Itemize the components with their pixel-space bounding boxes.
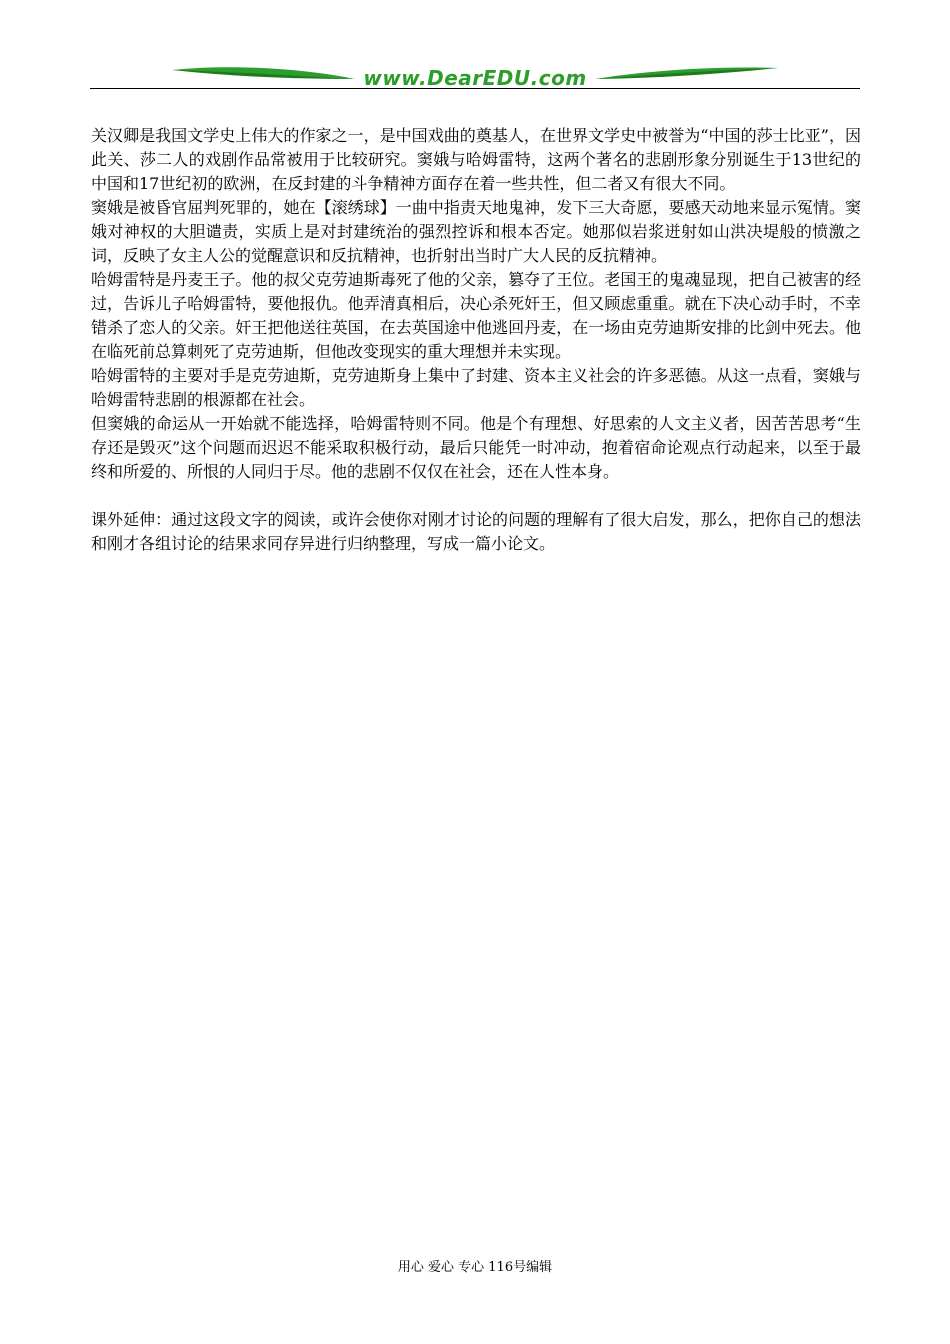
header-divider (90, 88, 860, 89)
paragraph-hamlet: 哈姆雷特是丹麦王子。他的叔父克劳迪斯毒死了他的父亲，篡夺了王位。老国王的鬼魂显现，把自己被害的经过，告诉儿子哈姆雷特，要他报仇。他弄清真相后，决心杀死奸王，但又顾虑重重。就在下决心动手时，不幸错杀了恋人的父亲。奸王把他送往英国，在去英国途中他逃回丹麦，在一场由克劳迪斯安排的比剑中死去。他在临死前总算刺死了克劳迪斯，但他改变现实的重大理想并未实现。 (91, 270, 861, 361)
paragraph-dou-e: 窦娥是被昏官屈判死罪的，她在【滚绣球】一曲中指责天地鬼神，发下三大奇愿，要感天动地来显示冤情。窦娥对神权的大胆谴责，实质上是对封建统治的强烈控诉和根本否定。她那似岩浆迸射如山洪决堤般的愤激之词，反映了女主人公的觉醒意识和反抗精神，也折射出当时广大人民的反抗精神。 (91, 198, 861, 265)
paragraph-opponent: 哈姆雷特的主要对手是克劳迪斯，克劳迪斯身上集中了封建、资本主义社会的许多恶德。从这一点看，窦娥与哈姆雷特悲剧的根源都在社会。 (91, 366, 861, 409)
site-logo-text: www.DearEDU.com (363, 66, 587, 90)
article-body (91, 124, 861, 556)
paragraph-extension: 课外延伸：通过这段文字的阅读，或许会使你对刚才讨论的问题的理解有了很大启发，那么，把你自己的想法和刚才各组讨论的结果求同存异进行归纳整理，写成一篇小论文。 (91, 510, 861, 553)
page-header (0, 0, 950, 110)
header-swoosh-decoration (0, 0, 950, 110)
page-footer: 用心 爱心 专心 116号编辑 (397, 1260, 553, 1275)
paragraph-intro: 关汉卿是我国文学史上伟大的作家之一，是中国戏曲的奠基人，在世界文学史中被誉为“中国的莎士比亚”，因此关、莎二人的戏剧作品常被用于比较研究。窦娥与哈姆雷特，这两个著名的悲剧形象分别诞生于13世纪的中国和17世纪初的欧洲，在反封建的斗争精神方面存在着一些共性，但二者又有很大不同。 (91, 126, 861, 193)
paragraph-contrast: 但窦娥的命运从一开始就不能选择，哈姆雷特则不同。他是个有理想、好思索的人文主义者，因苦苦思考“生存还是毁灭”这个问题而迟迟不能采取积极行动，最后只能凭一时冲动，抱着宿命论观点行动起来，以至于最终和所爱的、所恨的人同归于尽。他的悲剧不仅仅在社会，还在人性本身。 (91, 414, 861, 481)
